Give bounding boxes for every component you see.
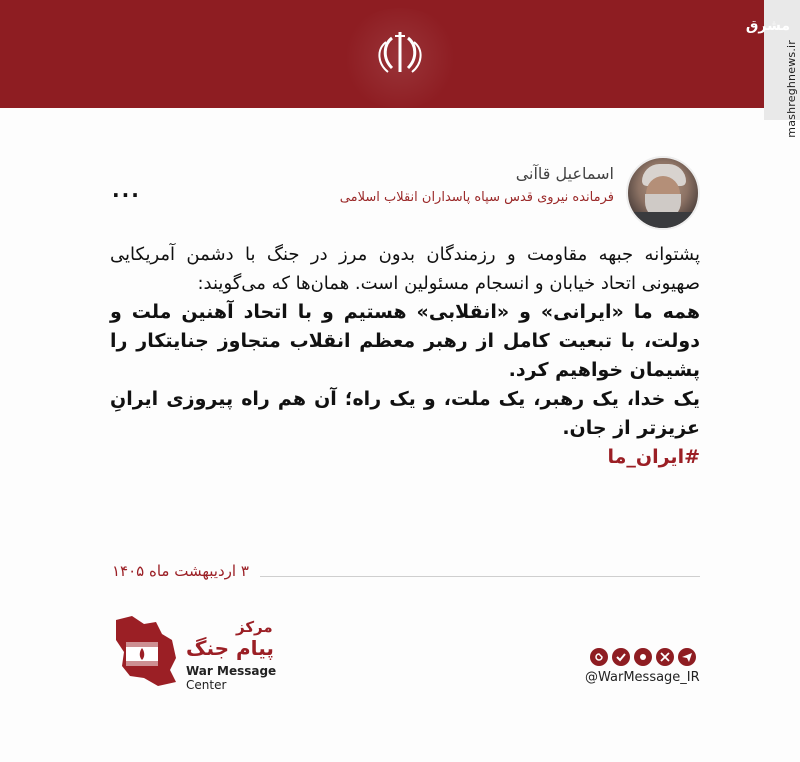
more-ellipsis: ... bbox=[112, 178, 141, 202]
logo-english-line-1: War Message bbox=[186, 664, 277, 678]
author-avatar bbox=[626, 156, 700, 230]
check-icon[interactable] bbox=[612, 648, 630, 666]
date-divider bbox=[260, 576, 700, 577]
brand-logo-text: مشرق bbox=[745, 18, 790, 34]
iran-emblem-icon bbox=[370, 24, 430, 84]
quote-body bbox=[110, 240, 700, 471]
social-handle[interactable]: @WarMessage_IR bbox=[585, 670, 700, 685]
logo-title-top: مرکز bbox=[236, 618, 273, 636]
quote-paragraph-2: همه ما «ایرانی» و «انقلابی» هستیم و با اتحاد آهنین ملت و دولت، با تبعیت کامل از رهبر معظم انقلاب متجاوز جنایتکار را پشیمان خواهیم کرد. bbox=[110, 301, 700, 381]
telegram-icon[interactable] bbox=[678, 648, 696, 666]
quote-paragraph-1: پشتوانه جبهه مقاومت و رزمندگان بدون مرز در جنگ با دشمن آمریکایی صهیونی اتحاد خیابان و انسجام مسئولین است. همان‌ها که می‌گویند: bbox=[110, 244, 700, 294]
social-icons-row bbox=[590, 648, 696, 666]
author-name: اسماعیل قاآنی bbox=[515, 164, 614, 183]
author-title: فرمانده نیروی قدس سپاه پاسداران انقلاب اسلامی bbox=[339, 190, 614, 205]
x-icon[interactable] bbox=[656, 648, 674, 666]
rubika-icon[interactable] bbox=[634, 648, 652, 666]
eitaa-icon[interactable] bbox=[590, 648, 608, 666]
header-banner bbox=[0, 0, 800, 108]
quote-paragraph-3: یک خدا، یک رهبر، یک ملت، و یک راه؛ آن هم راه پیروزی ایرانِ عزیزتر از جان. bbox=[110, 388, 700, 439]
brand-url[interactable]: mashreghnews.ir bbox=[785, 40, 798, 138]
post-date: ۳ اردیبهشت ماه ۱۴۰۵ bbox=[112, 562, 249, 580]
hashtag-link[interactable]: #ایران_ما bbox=[607, 446, 700, 468]
logo-title-main: پیام جنگ bbox=[186, 636, 274, 660]
logo-english-line-2: Center bbox=[186, 678, 227, 692]
iran-map-logo-icon bbox=[110, 612, 182, 690]
